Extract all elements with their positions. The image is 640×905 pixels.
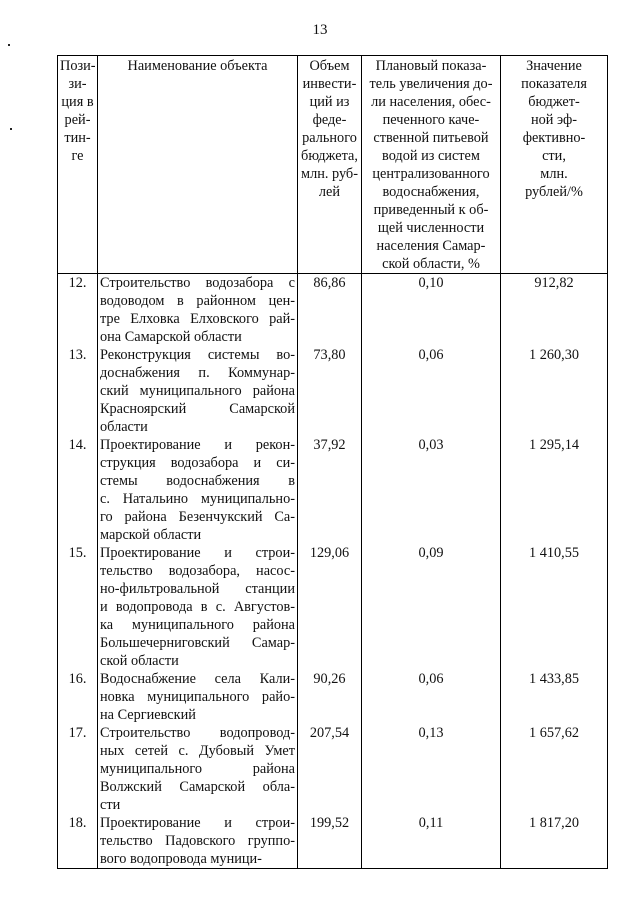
object-name-line: Большечерниговский Самар- <box>100 635 295 651</box>
row-efficiency: 1 657,62 <box>501 724 608 814</box>
header-line: ций из <box>309 94 350 110</box>
header-line: млн. <box>540 166 568 182</box>
row-object-name <box>98 724 298 814</box>
header-line: инвести- <box>302 76 357 92</box>
table-row <box>58 814 608 869</box>
header-line: феде- <box>312 112 347 128</box>
object-name-line: Реконструкция системы во- <box>100 347 295 363</box>
header-line: водой из систем <box>382 148 480 164</box>
table-row <box>58 544 608 670</box>
row-object-name <box>98 274 298 347</box>
header-line: централизованного <box>372 166 490 182</box>
row-object-name <box>98 814 298 869</box>
header-line: Значение <box>526 58 582 74</box>
object-name-line: стемы водоснабжения в <box>100 473 295 489</box>
table-row <box>58 724 608 814</box>
object-name-line: вого водопровода муници- <box>100 851 262 867</box>
header-indicator <box>362 56 501 274</box>
row-position: 18. <box>58 814 98 869</box>
object-name-line: го района Безенчукский Са- <box>100 509 295 525</box>
row-object-name <box>98 436 298 544</box>
scan-speck <box>8 44 10 46</box>
row-indicator: 0,10 <box>362 274 501 347</box>
row-efficiency: 1 295,14 <box>501 436 608 544</box>
object-name-line: тельство Падовского группо- <box>100 833 295 849</box>
header-position <box>58 56 98 274</box>
object-name-line: сти <box>100 797 121 813</box>
header-line: приведенный к об- <box>373 202 489 218</box>
row-object-name <box>98 346 298 436</box>
object-name-line: ных сетей с. Дубовый Умет <box>100 743 295 759</box>
page-number: 13 <box>312 22 328 38</box>
object-name-line: на Сергиевский <box>100 707 196 723</box>
row-indicator: 0,06 <box>362 346 501 436</box>
row-position: 14. <box>58 436 98 544</box>
row-investment: 129,06 <box>298 544 362 670</box>
object-name-line: Водоснабжение села Кали- <box>100 671 295 687</box>
row-efficiency: 1 410,55 <box>501 544 608 670</box>
object-name-line: Строительство водозабора с <box>100 275 295 291</box>
object-name-line: водоводом в районном цен- <box>100 293 295 309</box>
header-line: ге <box>71 148 84 164</box>
object-name-line: Красноярский Самарской <box>100 401 295 417</box>
header-line: Объем <box>309 58 350 74</box>
row-efficiency: 1 433,85 <box>501 670 608 724</box>
table-row <box>58 346 608 436</box>
header-line: щей численности <box>377 220 485 236</box>
row-investment: 90,26 <box>298 670 362 724</box>
object-name-line: она Самарской области <box>100 329 242 345</box>
header-name <box>98 56 298 274</box>
row-position: 17. <box>58 724 98 814</box>
header-line: рублей/% <box>525 184 583 200</box>
header-line: ция в <box>61 94 94 110</box>
header-line: ной эф- <box>530 112 578 128</box>
table-row <box>58 670 608 724</box>
row-investment: 199,52 <box>298 814 362 869</box>
object-name-line: струкция водозабора и си- <box>100 455 295 471</box>
row-position: 15. <box>58 544 98 670</box>
header-line: населения Самар- <box>376 238 486 254</box>
object-name-line: доснабжения п. Коммунар- <box>100 365 295 381</box>
row-efficiency: 1 817,20 <box>501 814 608 869</box>
header-line: водоснабжения, <box>382 184 480 200</box>
object-name-line: ской области <box>100 653 179 669</box>
header-line: Пози- <box>60 58 96 74</box>
table-row <box>58 274 608 347</box>
header-line: млн. руб- <box>301 166 358 182</box>
object-name-line: Проектирование и рекон- <box>100 437 295 453</box>
row-investment: 73,80 <box>298 346 362 436</box>
row-object-name <box>98 544 298 670</box>
header-line: печенного каче- <box>382 112 480 128</box>
row-indicator: 0,09 <box>362 544 501 670</box>
object-name-line: области <box>100 419 148 435</box>
object-name-line: Строительство водопровод- <box>100 725 295 741</box>
header-efficiency <box>501 56 608 274</box>
object-name-line: ка муниципального района <box>100 617 295 633</box>
object-name-line: Проектирование и строи- <box>100 815 295 831</box>
header-line: зи- <box>68 76 87 92</box>
header-line: тин- <box>64 130 91 146</box>
header-line: сти, <box>542 148 566 164</box>
header-line: показателя <box>521 76 587 92</box>
header-investment <box>298 56 362 274</box>
scan-speck <box>10 128 12 130</box>
row-position: 12. <box>58 274 98 347</box>
object-name-line: но-фильтровальной станции <box>100 581 295 597</box>
row-position: 13. <box>58 346 98 436</box>
row-indicator: 0,13 <box>362 724 501 814</box>
header-line: бюджета, <box>301 148 358 164</box>
header-line: ской области, % <box>382 256 480 272</box>
header-line: ственной питьевой <box>373 130 489 146</box>
investment-table <box>57 55 608 869</box>
header-line: бюджет- <box>528 94 580 110</box>
row-indicator: 0,03 <box>362 436 501 544</box>
header-line: лей <box>318 184 341 200</box>
row-position: 16. <box>58 670 98 724</box>
header-line: тель увеличения до- <box>369 76 493 92</box>
object-name-line: Волжский Самарской обла- <box>100 779 295 795</box>
row-investment: 207,54 <box>298 724 362 814</box>
object-name-line: тре Елховка Елховского рай- <box>100 311 295 327</box>
header-line: рального <box>302 130 357 146</box>
header-line: Плановый показа- <box>375 58 487 74</box>
table-row <box>58 436 608 544</box>
row-object-name <box>98 670 298 724</box>
header-line: Наименование объекта <box>127 58 268 74</box>
header-line: ли населения, обес- <box>371 94 491 110</box>
row-efficiency: 1 260,30 <box>501 346 608 436</box>
row-indicator: 0,06 <box>362 670 501 724</box>
row-indicator: 0,11 <box>362 814 501 869</box>
object-name-line: муниципального района <box>100 761 295 777</box>
object-name-line: с. Натальино муниципально- <box>100 491 295 507</box>
object-name-line: Проектирование и строи- <box>100 545 295 561</box>
row-efficiency: 912,82 <box>501 274 608 347</box>
table-header-row <box>58 56 608 274</box>
row-investment: 86,86 <box>298 274 362 347</box>
header-line: фективно- <box>522 130 586 146</box>
object-name-line: марской области <box>100 527 202 543</box>
table-body <box>58 274 608 869</box>
object-name-line: ский муниципального района <box>100 383 295 399</box>
header-line: рей- <box>64 112 91 128</box>
object-name-line: новка муниципального райо- <box>100 689 295 705</box>
object-name-line: тельство водозабора, насос- <box>100 563 295 579</box>
row-investment: 37,92 <box>298 436 362 544</box>
object-name-line: и водопровода в с. Августов- <box>100 599 295 615</box>
